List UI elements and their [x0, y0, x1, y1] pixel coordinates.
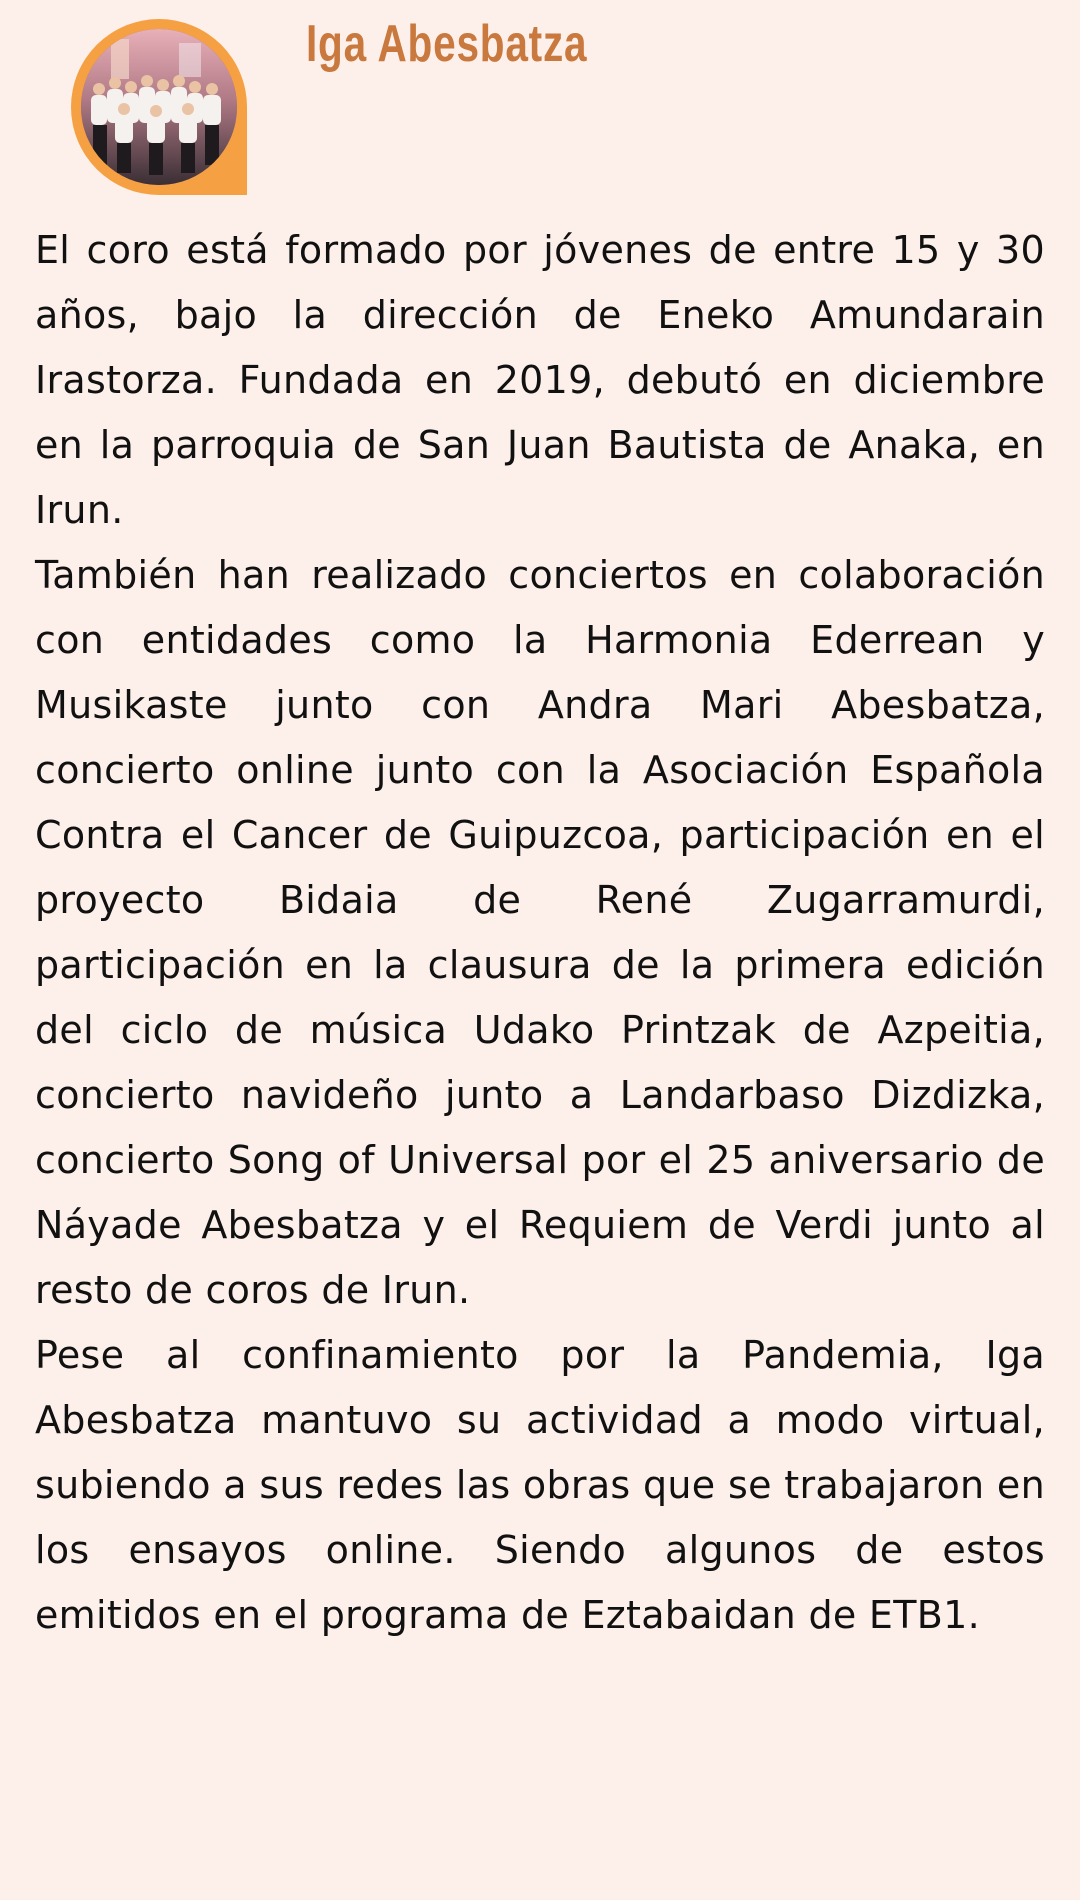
description [35, 218, 1045, 1648]
page-title: Iga Abesbatza [306, 15, 588, 73]
paragraph-intro: El coro está formado por jóvenes de entre 15 y 30 años, bajo la dirección de Eneko Amundarain Irastorza. Fundada en 2019, debutó en diciembre en la parroquia de San Juan Bautista de Anaka, en Irun. [35, 228, 1045, 532]
avatar-frame [71, 19, 247, 195]
group-photo [81, 29, 237, 185]
paragraph-collaborations: También han realizado conciertos en colaboración con entidades como la Harmonia Ederrean y Musikaste junto con Andra Mari Abesbatza, concierto online junto con la Asociación Española Contra el Cancer de Guipuzcoa, participación en el proyecto Bidaia de René Zugarramurdi, participación en la clausura de la primera edición del ciclo de música Udako Printzak de Azpeitia, concierto navideño junto a Landarbaso Dizdizka, concierto Song of Universal por el 25 aniversario de Náyade Abesbatza y el Requiem de Verdi junto al resto de coros de Irun. [35, 553, 1045, 1312]
header [0, 0, 1080, 200]
paragraph-pandemic: Pese al confinamiento por la Pandemia, Iga Abesbatza mantuvo su actividad a modo virtual, subiendo a sus redes las obras que se trabajaron en los ensayos online. Siendo algunos de estos emitidos en el programa de Eztabaidan de ETB1. [35, 1333, 1045, 1637]
avatar[interactable] [81, 29, 237, 185]
